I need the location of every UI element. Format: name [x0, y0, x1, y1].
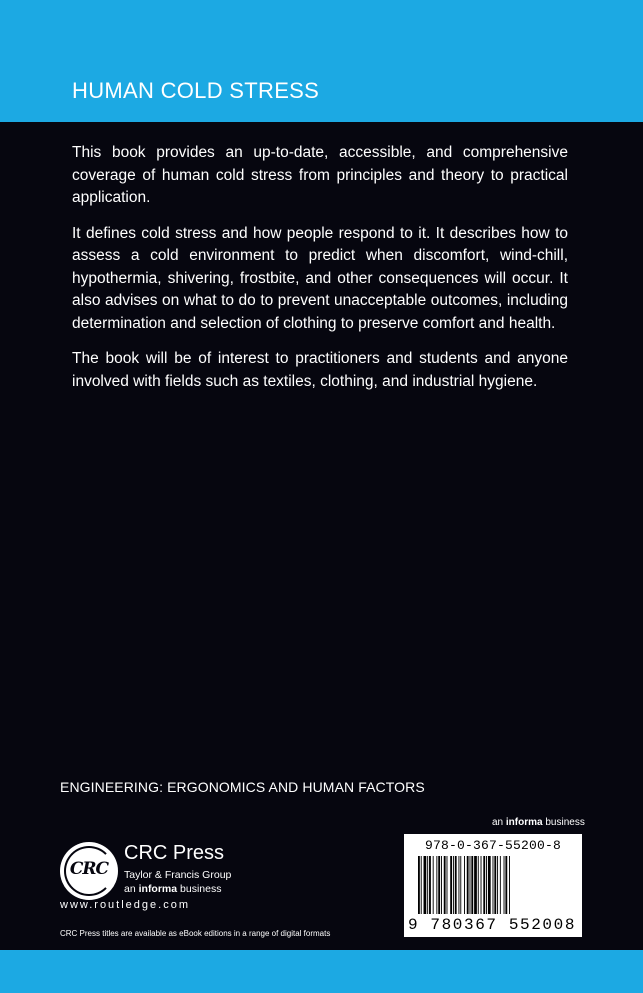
publisher-informa-suffix: business: [180, 883, 222, 895]
description-paragraph-2: It defines cold stress and how people respond to it. It describes how to assess a cold environment to predict when discomfort, wind-chill, hypothermia, shivering, frostbite, and other consequences will occur. It also advises on what to do to prevent unacceptable outcomes, including determination and selection of clothing to preserve comfort and health.: [72, 224, 568, 332]
ebook-note: CRC Press titles are available as eBook editions in a range of digital formats: [60, 929, 331, 938]
crc-logo-icon: [60, 842, 118, 900]
top-color-band: [0, 0, 643, 122]
publisher-group: Taylor & Francis Group: [124, 869, 232, 881]
description: [72, 142, 568, 406]
logo-text: CRC: [69, 859, 109, 879]
informa-prefix: an: [492, 817, 504, 828]
bottom-color-band: [0, 950, 643, 993]
informa-suffix: business: [545, 817, 585, 828]
isbn-barcode: [404, 834, 582, 937]
publisher-block: [124, 842, 231, 896]
barcode-bars-icon: [418, 856, 570, 914]
publisher-informa-prefix: an: [124, 883, 136, 895]
publisher-informa: [124, 882, 231, 896]
description-paragraph-1: This book provides an up-to-date, accessible, and comprehensive coverage of human cold stress from principles and theory to practical application.: [72, 144, 568, 206]
series-label: ENGINEERING: ERGONOMICS AND HUMAN FACTORS: [60, 779, 425, 795]
publisher-name: CRC Press: [124, 842, 225, 864]
publisher-informa-word: informa: [138, 883, 178, 895]
informa-tagline: [492, 817, 585, 828]
isbn-label: 978-0-367-55200-8: [424, 838, 562, 853]
isbn-digits: 9 780367 552008: [408, 916, 577, 934]
book-title: HUMAN COLD STRESS: [72, 78, 320, 103]
informa-word: informa: [505, 817, 543, 828]
website-link[interactable]: www.routledge.com: [60, 899, 190, 911]
description-paragraph-3: The book will be of interest to practitioners and students and anyone involved with fields such as textiles, clothing, and industrial hygiene.: [72, 350, 568, 390]
